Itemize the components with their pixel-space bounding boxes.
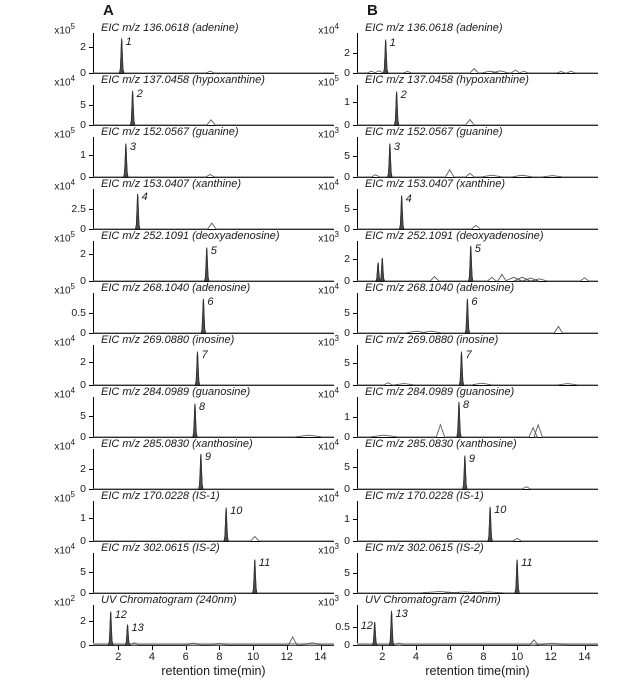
x-tick-mark <box>382 646 383 650</box>
y-scale-exponent: 5 <box>70 282 75 291</box>
peak-shape <box>463 456 467 489</box>
x-tick-mark <box>253 646 254 650</box>
y-tick-label: 0.5 <box>335 620 350 633</box>
chromatogram-trace <box>357 553 598 594</box>
y-zero-label: 0 <box>80 535 86 547</box>
y-scale-label <box>299 21 339 36</box>
panel-title: EIC m/z 268.1040 (adenosine) <box>101 282 251 294</box>
y-zero-label: 0 <box>80 639 86 651</box>
y-scale-label <box>35 593 75 608</box>
y-tick-label: 5 <box>344 306 350 319</box>
y-scale-label <box>299 437 339 452</box>
chromatogram-trace <box>93 345 334 386</box>
x-tick-label: 2 <box>379 651 386 663</box>
y-scale-base: x10 <box>318 129 335 141</box>
peak-number-label: 9 <box>204 450 211 463</box>
peak-shape <box>515 560 519 593</box>
chromatogram-trace <box>357 501 598 542</box>
y-scale-base: x10 <box>54 181 71 193</box>
y-scale-base: x10 <box>318 285 335 297</box>
y-zero-label: 0 <box>80 223 86 235</box>
y-zero-label: 0 <box>80 431 86 443</box>
x-tick-mark <box>287 646 288 650</box>
x-tick-mark <box>551 646 552 650</box>
y-zero-label: 0 <box>344 67 350 79</box>
chromatogram-trace-path <box>93 454 334 489</box>
panel-title: EIC m/z 153.0407 (xanthine) <box>101 178 242 190</box>
y-scale-exponent: 3 <box>334 126 339 135</box>
chromatogram-trace-path <box>357 92 598 125</box>
peak-number-label: 8 <box>198 400 206 413</box>
chromatogram-trace <box>93 501 334 542</box>
panel-title: EIC m/z 269.0880 (inosine) <box>365 334 499 346</box>
x-tick-mark <box>186 646 187 650</box>
peak-shape <box>388 144 392 177</box>
peak-shape <box>488 507 492 541</box>
x-tick-label: 12 <box>280 651 293 663</box>
y-scale-exponent: 4 <box>334 490 339 499</box>
y-tick-label: 5 <box>80 98 86 111</box>
peak-shape <box>205 248 209 281</box>
y-scale-exponent: 5 <box>334 74 339 83</box>
chromatogram-trace <box>357 397 598 438</box>
y-zero-label: 0 <box>344 379 350 391</box>
y-scale-exponent: 4 <box>334 386 339 395</box>
y-scale-base: x10 <box>318 233 335 245</box>
peak-number-label: 13 <box>131 621 144 634</box>
y-scale-base: x10 <box>54 25 71 37</box>
x-tick-mark <box>219 646 220 650</box>
peak-shape <box>373 622 377 645</box>
peak-number-label: 2 <box>136 87 143 100</box>
y-scale-label <box>35 229 75 244</box>
y-tick-label: 2 <box>80 356 86 369</box>
y-scale-base: x10 <box>318 597 335 609</box>
chromatogram-trace-path <box>93 91 334 125</box>
peak-number-label: 11 <box>521 556 533 569</box>
y-scale-exponent: 4 <box>70 178 75 187</box>
y-zero-label: 0 <box>344 639 350 651</box>
panel-title: EIC m/z 269.0880 (inosine) <box>101 334 235 346</box>
y-scale-base: x10 <box>54 233 71 245</box>
panel-title: EIC m/z 136.0618 (adenine) <box>365 22 503 34</box>
y-scale-base: x10 <box>318 25 335 37</box>
y-tick-label: 2 <box>80 462 86 475</box>
chromatogram-trace <box>93 449 334 490</box>
y-scale-base: x10 <box>318 389 335 401</box>
y-scale-label <box>299 333 339 348</box>
x-tick-mark <box>585 646 586 650</box>
y-zero-label: 0 <box>80 275 86 287</box>
y-scale-label <box>35 177 75 192</box>
x-tick-label: 10 <box>246 651 260 663</box>
panel-title: UV Chromatogram (240nm) <box>365 594 501 606</box>
y-scale-label <box>35 125 75 140</box>
panel-title: EIC m/z 170.0228 (IS-1) <box>101 490 220 502</box>
x-tick-mark <box>118 646 119 650</box>
y-scale-exponent: 3 <box>334 334 339 343</box>
peak-shape <box>199 454 203 489</box>
chromatogram-trace <box>93 397 334 438</box>
x-tick-label: 6 <box>446 651 453 663</box>
y-tick-label: 2 <box>344 46 350 59</box>
peak-shape <box>399 196 403 229</box>
y-scale-base: x10 <box>54 545 71 557</box>
y-scale-label <box>299 593 339 608</box>
y-tick-label: 2.5 <box>71 202 86 215</box>
y-zero-label: 0 <box>344 327 350 339</box>
peak-shape <box>383 40 387 73</box>
x-tick-label: 12 <box>544 651 557 663</box>
y-zero-label: 0 <box>80 171 86 183</box>
y-scale-label <box>299 489 339 504</box>
chromatogram-trace <box>357 189 598 230</box>
peak-number-label: 8 <box>462 398 470 411</box>
y-scale-base: x10 <box>318 337 335 349</box>
peak-shape <box>119 39 123 73</box>
y-tick-label: 2 <box>344 252 350 265</box>
peak-shape <box>457 402 461 437</box>
chromatogram-trace-path <box>357 456 598 489</box>
y-scale-exponent: 3 <box>334 542 339 551</box>
y-zero-label: 0 <box>80 119 86 131</box>
x-tick-mark <box>416 646 417 650</box>
peak-shape <box>469 246 473 281</box>
chromatogram-trace-path <box>357 560 598 593</box>
y-zero-label: 0 <box>80 483 86 495</box>
peak-number-label: 3 <box>129 140 136 153</box>
panel-title: UV Chromatogram (240nm) <box>101 594 237 606</box>
y-tick-label: 2 <box>80 614 86 627</box>
y-scale-base: x10 <box>54 493 71 505</box>
peak-number-label: 6 <box>207 295 214 308</box>
panel-title: EIC m/z 302.0615 (IS-2) <box>101 542 220 554</box>
x-tick-label: 6 <box>182 651 189 663</box>
panel-title: EIC m/z 170.0228 (IS-1) <box>365 490 484 502</box>
y-scale-label <box>35 385 75 400</box>
panel-title: EIC m/z 152.0567 (guanine) <box>365 126 503 138</box>
peak-shape <box>130 91 134 125</box>
y-scale-base: x10 <box>54 129 71 141</box>
peak-number-label: 11 <box>258 556 271 569</box>
chromatogram-trace-path <box>93 508 334 541</box>
column-a-header: A <box>103 2 114 19</box>
peak-number-label: 5 <box>474 242 481 255</box>
chromatogram-trace-path <box>357 352 598 385</box>
chromatogram-trace <box>357 605 598 646</box>
chromatogram-trace-path <box>357 196 598 229</box>
y-scale-exponent: 4 <box>70 74 75 83</box>
y-scale-exponent: 5 <box>70 22 75 31</box>
x-axis-title: retention time(min) <box>161 664 266 678</box>
y-scale-exponent: 4 <box>334 22 339 31</box>
y-tick-label: 5 <box>344 149 350 162</box>
y-scale-label <box>35 489 75 504</box>
peak-number-label: 12 <box>360 620 373 633</box>
y-scale-label <box>299 385 339 400</box>
peak-shape <box>193 404 197 437</box>
panel-title: EIC m/z 302.0615 (IS-2) <box>365 542 484 554</box>
y-scale-label <box>299 541 339 556</box>
peak-shape <box>125 625 129 645</box>
panel-title: EIC m/z 252.1091 (deoxyadenosine) <box>101 230 280 242</box>
panel-title: EIC m/z 284.0989 (guanosine) <box>101 386 251 398</box>
y-tick-label: 1 <box>80 148 86 161</box>
chromatogram-trace-path <box>357 402 598 437</box>
peak-number-label: 7 <box>201 348 208 361</box>
peak-shape <box>376 263 380 282</box>
y-scale-label <box>299 281 339 296</box>
y-scale-exponent: 4 <box>334 282 339 291</box>
y-zero-label: 0 <box>344 431 350 443</box>
y-zero-label: 0 <box>80 587 86 599</box>
y-tick-label: 2 <box>80 248 86 261</box>
y-scale-base: x10 <box>54 285 71 297</box>
chromatogram-trace <box>93 189 334 230</box>
peak-shape <box>380 258 384 281</box>
y-scale-label <box>299 229 339 244</box>
y-scale-label <box>35 281 75 296</box>
y-scale-base: x10 <box>318 77 335 89</box>
y-scale-exponent: 4 <box>70 542 75 551</box>
y-zero-label: 0 <box>344 223 350 235</box>
x-tick-label: 4 <box>148 651 156 663</box>
y-scale-base: x10 <box>54 597 71 609</box>
x-tick-label: 10 <box>510 651 524 663</box>
peak-number-label: 2 <box>400 88 407 101</box>
panel-title: EIC m/z 285.0830 (xanthosine) <box>365 438 517 450</box>
peak-number-label: 5 <box>210 244 217 257</box>
y-scale-exponent: 3 <box>334 230 339 239</box>
x-tick-mark <box>517 646 518 650</box>
x-axis-title: retention time(min) <box>425 664 530 678</box>
peak-shape <box>201 299 205 333</box>
peak-number-label: 1 <box>125 35 132 48</box>
peak-number-label: 9 <box>468 452 475 465</box>
peak-shape <box>195 352 199 385</box>
x-tick-mark <box>483 646 484 650</box>
x-tick-label: 4 <box>412 651 420 663</box>
y-scale-label <box>35 73 75 88</box>
x-tick-mark <box>152 646 153 650</box>
peak-shape <box>394 92 398 125</box>
y-scale-base: x10 <box>318 441 335 453</box>
y-scale-label <box>35 437 75 452</box>
y-tick-label: 1 <box>344 512 350 525</box>
y-zero-label: 0 <box>344 275 350 287</box>
peak-number-label: 13 <box>395 607 408 620</box>
peak-number-label: 4 <box>405 192 412 205</box>
y-tick-label: 5 <box>344 356 350 369</box>
peak-shape <box>224 508 228 541</box>
panel-title: EIC m/z 252.1091 (deoxyadenosine) <box>365 230 544 242</box>
y-zero-label: 0 <box>344 587 350 599</box>
x-tick-label: 14 <box>314 651 327 663</box>
y-scale-exponent: 5 <box>70 490 75 499</box>
y-scale-base: x10 <box>318 181 335 193</box>
panel-title: EIC m/z 137.0458 (hypoxanthine) <box>101 74 265 86</box>
x-tick-label: 8 <box>216 651 223 663</box>
y-tick-label: 1 <box>344 410 350 423</box>
y-scale-exponent: 4 <box>70 334 75 343</box>
x-tick-mark <box>450 646 451 650</box>
y-zero-label: 0 <box>344 483 350 495</box>
peak-shape <box>124 144 128 177</box>
chromatogram-trace-path <box>93 194 334 229</box>
y-scale-label <box>299 125 339 140</box>
y-tick-label: 5 <box>80 409 86 422</box>
y-scale-base: x10 <box>318 493 335 505</box>
peak-shape <box>253 560 257 593</box>
y-tick-label: 1 <box>80 512 86 525</box>
y-scale-label <box>35 333 75 348</box>
y-scale-base: x10 <box>54 337 71 349</box>
y-scale-base: x10 <box>318 545 335 557</box>
peak-shape <box>459 352 463 385</box>
y-scale-exponent: 4 <box>334 178 339 187</box>
y-scale-exponent: 5 <box>70 230 75 239</box>
x-tick-label: 8 <box>480 651 487 663</box>
y-scale-base: x10 <box>54 441 71 453</box>
y-scale-exponent: 4 <box>70 438 75 447</box>
y-zero-label: 0 <box>344 171 350 183</box>
peak-number-label: 4 <box>141 190 148 203</box>
peak-shape <box>465 299 469 333</box>
y-scale-base: x10 <box>54 77 71 89</box>
panel-title: EIC m/z 152.0567 (guanine) <box>101 126 239 138</box>
chromatogram-trace <box>93 85 334 126</box>
panel-title: EIC m/z 137.0458 (hypoxanthine) <box>365 74 529 86</box>
peak-number-label: 10 <box>230 504 243 517</box>
y-scale-exponent: 3 <box>334 594 339 603</box>
peak-shape <box>135 194 139 229</box>
chromatogram-trace-path <box>357 507 598 541</box>
y-zero-label: 0 <box>344 535 350 547</box>
chromatogram-trace-path <box>93 612 334 645</box>
y-scale-label <box>35 21 75 36</box>
peak-shape <box>389 611 393 645</box>
peak-number-label: 3 <box>393 140 400 153</box>
y-scale-exponent: 4 <box>334 438 339 447</box>
x-tick-label: 14 <box>578 651 591 663</box>
peak-number-label: 7 <box>465 348 472 361</box>
y-scale-base: x10 <box>54 389 71 401</box>
chromatogram-trace-path <box>93 560 334 593</box>
panel-title: EIC m/z 153.0407 (xanthine) <box>365 178 506 190</box>
panel-title: EIC m/z 284.0989 (guanosine) <box>365 386 515 398</box>
y-zero-label: 0 <box>344 119 350 131</box>
chromatogram-trace-path <box>93 352 334 385</box>
y-tick-label: 5 <box>344 460 350 473</box>
y-tick-label: 5 <box>344 202 350 215</box>
y-scale-label <box>299 177 339 192</box>
y-zero-label: 0 <box>80 67 86 79</box>
chromatogram-trace-path <box>93 404 334 437</box>
y-zero-label: 0 <box>80 327 86 339</box>
y-scale-exponent: 2 <box>70 594 75 603</box>
y-scale-exponent: 5 <box>70 126 75 135</box>
chromatogram-trace <box>357 345 598 386</box>
panel-title: EIC m/z 268.1040 (adenosine) <box>365 282 515 294</box>
peak-number-label: 10 <box>494 503 507 516</box>
panel-title: EIC m/z 136.0618 (adenine) <box>101 22 239 34</box>
peak-shape <box>109 612 113 645</box>
y-tick-label: 5 <box>80 565 86 578</box>
chromatogram-trace <box>357 449 598 490</box>
y-zero-label: 0 <box>80 379 86 391</box>
peak-number-label: 12 <box>114 608 127 621</box>
y-scale-label <box>299 73 339 88</box>
column-b-header: B <box>367 2 378 19</box>
x-tick-label: 2 <box>115 651 122 663</box>
chromatogram-trace <box>357 85 598 126</box>
chromatogram-trace <box>93 553 334 594</box>
y-tick-label: 5 <box>344 566 350 579</box>
y-tick-label: 2 <box>80 41 86 54</box>
peak-number-label: 1 <box>389 36 396 49</box>
y-tick-label: 1 <box>344 96 350 109</box>
y-scale-exponent: 4 <box>70 386 75 395</box>
y-tick-label: 0.5 <box>71 306 86 319</box>
peak-number-label: 6 <box>471 295 478 308</box>
y-scale-label <box>35 541 75 556</box>
chromatogram-trace <box>93 605 334 646</box>
panel-title: EIC m/z 285.0830 (xanthosine) <box>101 438 253 450</box>
